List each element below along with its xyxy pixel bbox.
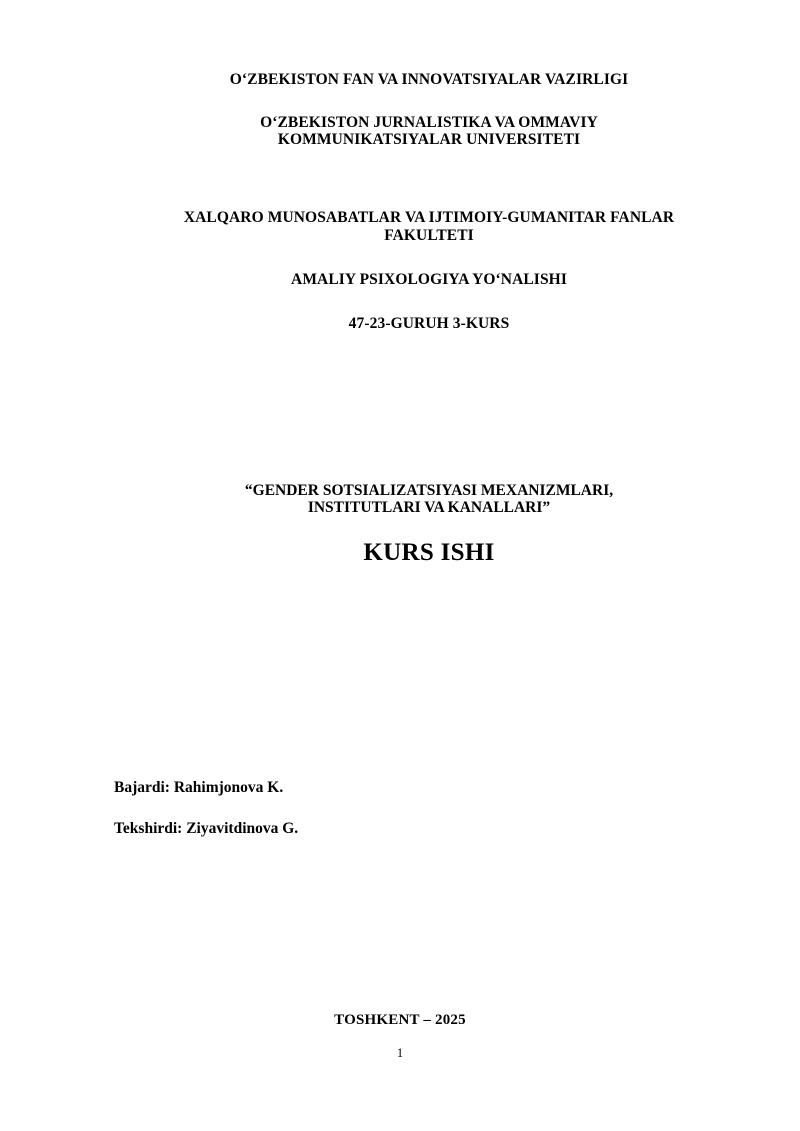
reviewer-line: Tekshirdi: Ziyavitdinova G.: [114, 819, 299, 837]
university-name-line-1: O‘ZBEKISTON JURNALISTIKA VA OMMAVIY: [260, 113, 598, 131]
university-name: [112, 115, 746, 148]
study-direction: AMALIY PSIXOLOGIYA YO‘NALISHI: [291, 270, 567, 288]
ministry-name: O‘ZBEKISTON FAN VA INNOVATSIYALAR VAZIRLIGI: [229, 71, 629, 88]
faculty-block: [112, 210, 746, 332]
city-and-year: TOSHKENT – 2025: [334, 1012, 466, 1028]
university-name-line-2: KOMMUNIKATSIYALAR UNIVERSITETI: [277, 131, 581, 148]
group-and-course: 47-23-GURUH 3-KURS: [348, 315, 510, 332]
work-type-heading: KURS ISHI: [363, 539, 495, 567]
work-title-block: [112, 482, 746, 568]
faculty-name-line-2: FAKULTETI: [384, 227, 474, 244]
people-block: [112, 780, 746, 836]
work-title-line-1: “GENDER SOTSIALIZATSIYASI MEXANIZMLARI,: [244, 481, 614, 499]
author-line: Bajardi: Rahimjonova K.: [114, 779, 284, 797]
institution-header: [112, 0, 746, 148]
page-content: [112, 0, 746, 1131]
faculty-name-line-1: XALQARO MUNOSABATLAR VA IJTIMOIY-GUMANITAR FANLAR: [183, 208, 675, 226]
page-number: 1: [396, 1046, 404, 1060]
work-title-line-2: INSTITUTLARI VA KANALLARI”: [307, 499, 551, 517]
